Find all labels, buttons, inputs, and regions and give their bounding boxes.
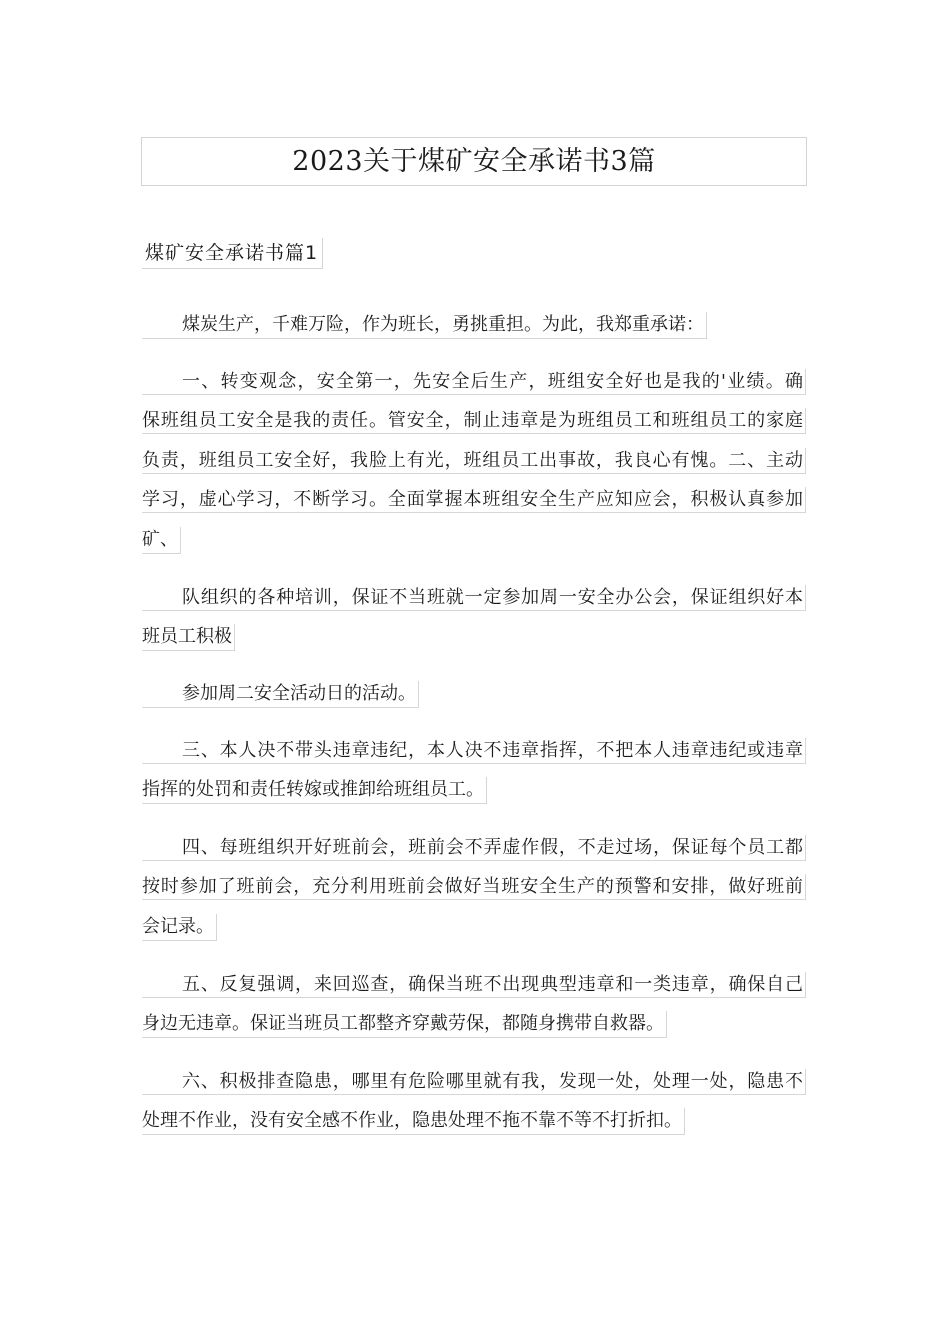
paragraph-line: 一、转变观念，安全第一，先安全后生产，班组安全好也是我的'业绩。确 (142, 369, 806, 395)
paragraph-line: 煤炭生产，千难万险，作为班长，勇挑重担。为此，我郑重承诺： (142, 312, 707, 339)
paragraph-line: 四、每班组织开好班前会，班前会不弄虚作假，不走过场，保证每个员工都 (142, 835, 806, 861)
paragraph-line: 五、反复强调，来回巡查，确保当班不出现典型违章和一类违章，确保自己 (142, 972, 806, 998)
paragraph-line: 矿、 (142, 527, 181, 554)
paragraph-line: 队组织的各种培训，保证不当班就一定参加周一安全办公会，保证组织好本 (142, 585, 806, 611)
document-title: 2023关于煤矿安全承诺书3篇 (141, 137, 807, 186)
paragraph-line: 身边无违章。保证当班员工都整齐穿戴劳保，都随身携带自救器。 (142, 1011, 667, 1038)
paragraph-line: 学习，虚心学习，不断学习。全面掌握本班组安全生产应知应会，积极认真参加 (142, 487, 806, 513)
section-heading: 煤矿安全承诺书篇1 (142, 238, 323, 269)
paragraph-line: 负责，班组员工安全好，我脸上有光，班组员工出事故，我良心有愧。二、主动 (142, 448, 806, 474)
paragraph-line: 按时参加了班前会，充分利用班前会做好当班安全生产的预警和安排，做好班前 (142, 874, 806, 900)
paragraph-line: 三、本人决不带头违章违纪，本人决不违章指挥，不把本人违章违纪或违章 (142, 738, 806, 764)
paragraph-line: 保班组员工安全是我的责任。管安全，制止违章是为班组员工和班组员工的家庭 (142, 408, 806, 434)
paragraph-line: 六、积极排查隐患，哪里有危险哪里就有我，发现一处，处理一处，隐患不 (142, 1069, 806, 1095)
paragraph-line: 班员工积极 (142, 624, 235, 651)
paragraph-line: 会记录。 (142, 914, 217, 941)
paragraph-line: 指挥的处罚和责任转嫁或推卸给班组员工。 (142, 777, 487, 804)
paragraph-line: 处理不作业，没有安全感不作业，隐患处理不拖不靠不等不打折扣。 (142, 1108, 685, 1135)
paragraph-line: 参加周二安全活动日的活动。 (142, 681, 419, 708)
